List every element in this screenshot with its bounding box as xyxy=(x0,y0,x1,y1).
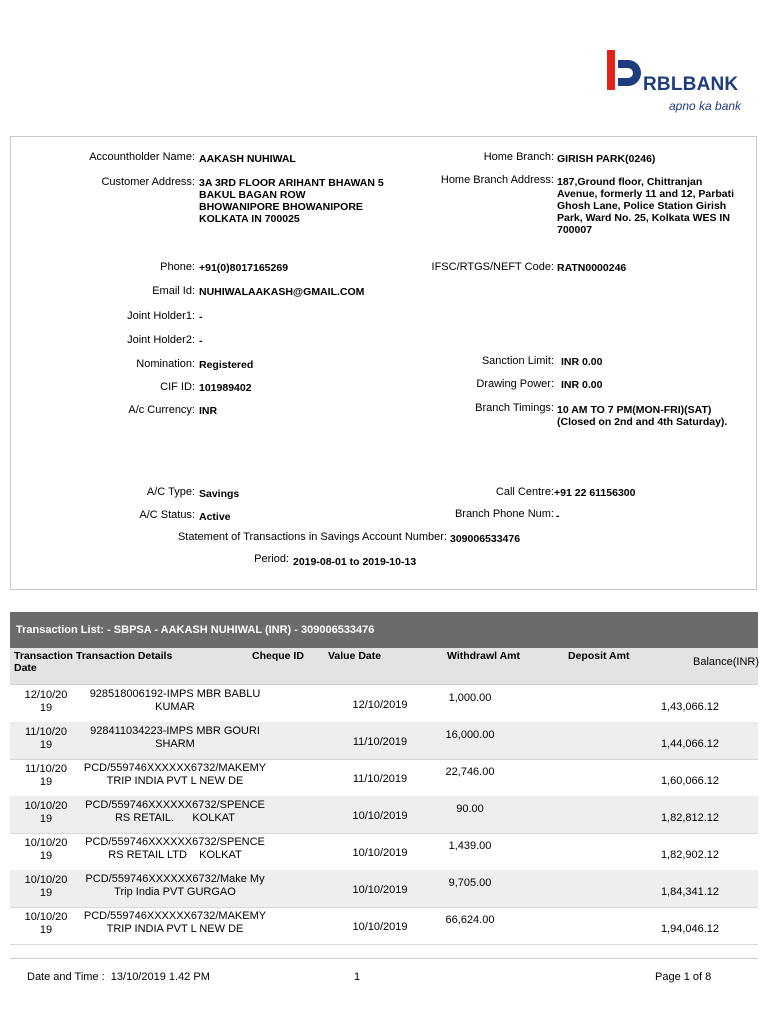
table-row xyxy=(10,870,758,908)
header-deposit: Deposit Amt xyxy=(568,650,630,662)
nomination-value: Registered xyxy=(199,359,254,371)
cell-value-date: 10/10/2019 xyxy=(352,884,408,896)
cell-date: 10/10/20 19 xyxy=(24,837,68,862)
table-row xyxy=(10,833,758,871)
cell-balance: 1,94,046.12 xyxy=(660,923,720,935)
cell-withdrawal: 66,624.00 xyxy=(445,914,495,926)
address-value: 3A 3RD FLOOR ARIHANT BHAWAN 5 BAKUL BAGAN ROW BHOWANIPORE BHOWANIPORE KOLKATA IN 700025 xyxy=(199,177,384,225)
holder-label: Accountholder Name: xyxy=(89,151,195,163)
cell-date: 11/10/20 19 xyxy=(24,726,67,751)
holder-value: AAKASH NUHIWAL xyxy=(199,153,296,165)
cell-withdrawal: 1,000.00 xyxy=(448,692,492,704)
call-centre-label: Call Centre: xyxy=(495,486,554,498)
call-centre-value: +91 22 61156300 xyxy=(554,487,636,499)
email-label: Email Id: xyxy=(152,285,195,297)
cell-balance: 1,44,066.12 xyxy=(660,738,720,750)
statement-label: Statement of Transactions in Savings Account Number: xyxy=(177,531,447,543)
cell-balance: 1,82,812.12 xyxy=(660,812,720,824)
cell-value-date: 11/10/2019 xyxy=(352,736,408,748)
statement-account-number: 309006533476 xyxy=(450,533,521,545)
cell-value-date: 12/10/2019 xyxy=(352,699,408,711)
nomination-label: Nomination: xyxy=(136,358,195,370)
joint-holder1-label: Joint Holder1: xyxy=(127,310,195,322)
branch-timings-value: 10 AM TO 7 PM(MON-FRI)(SAT) (Closed on 2nd and 4th Saturday). xyxy=(557,404,728,428)
currency-label: A/c Currency: xyxy=(128,404,195,416)
period-label: Period: xyxy=(254,553,289,565)
cell-withdrawal: 90.00 xyxy=(456,803,484,815)
ac-status-value: Active xyxy=(199,511,231,523)
cell-balance: 1,43,066.12 xyxy=(660,701,720,713)
header-cheque-id: Cheque ID xyxy=(252,650,304,662)
cell-details: 928518006192-IMPS MBR BABLU KUMAR xyxy=(89,688,261,713)
currency-value: INR xyxy=(199,405,218,417)
cell-details: PCD/559746XXXXXX6732/SPENCE RS RETAIL. KOLKAT xyxy=(85,799,265,824)
cell-date: 12/10/20 19 xyxy=(24,689,68,714)
cell-value-date: 10/10/2019 xyxy=(352,810,408,822)
ifsc-value: RATN0000246 xyxy=(557,262,627,274)
address-label: Customer Address: xyxy=(101,176,195,188)
header-withdrawal: Withdrawl Amt xyxy=(447,650,521,662)
phone-value: +91(0)8017165269 xyxy=(199,262,289,274)
cell-withdrawal: 9,705.00 xyxy=(448,877,492,889)
footer-page-of: Page 1 of 8 xyxy=(655,971,712,983)
joint-holder2-value: - xyxy=(199,335,203,347)
home-branch-label: Home Branch: xyxy=(483,151,554,163)
cell-details: 928411034223-IMPS MBR GOURI SHARM xyxy=(90,725,260,750)
ac-type-label: A/C Type: xyxy=(146,486,195,498)
cell-balance: 1,82,902.12 xyxy=(660,849,720,861)
cell-date: 10/10/20 19 xyxy=(24,874,68,899)
cell-details: PCD/559746XXXXXX6732/SPENCE RS RETAIL LTD KOLKAT xyxy=(85,836,265,861)
email-value: NUHIWALAAKASH@GMAIL.COM xyxy=(199,286,365,298)
home-branch-value: GIRISH PARK(0246) xyxy=(557,153,656,165)
cell-date: 10/10/20 19 xyxy=(24,911,68,936)
cell-date: 11/10/20 19 xyxy=(24,763,67,788)
cell-withdrawal: 22,746.00 xyxy=(445,766,495,778)
bank-tagline: apno ka bank xyxy=(669,99,742,113)
home-branch-address-value: 187,Ground floor, Chittranjan Avenue, formerly 11 and 12, Parbati Ghosh Lane, Police Station Girish Park, Ward No. 25, Kolkata WES IN 700007 xyxy=(557,176,735,236)
ifsc-label: IFSC/RTGS/NEFT Code: xyxy=(431,261,554,273)
cell-details: PCD/559746XXXXXX6732/MAKEMY TRIP INDIA PVT L NEW DE xyxy=(83,910,267,935)
ac-type-value: Savings xyxy=(199,488,240,500)
ac-status-label: A/C Status: xyxy=(139,509,195,521)
table-row xyxy=(10,685,758,723)
cell-value-date: 10/10/2019 xyxy=(352,847,408,859)
transaction-table-header xyxy=(10,648,758,685)
branch-timings-label: Branch Timings: xyxy=(475,402,554,414)
cell-balance: 1,60,066.12 xyxy=(660,775,720,787)
drawing-power-value: INR 0.00 xyxy=(561,379,603,391)
bank-name: RBLBANK xyxy=(643,74,739,95)
branch-phone-value: - xyxy=(556,510,560,522)
table-row xyxy=(10,796,758,834)
drawing-power-label: Drawing Power: xyxy=(476,378,554,390)
table-row xyxy=(10,759,758,797)
cif-label: CIF ID: xyxy=(160,381,195,393)
cif-value: 101989402 xyxy=(199,382,252,394)
cell-withdrawal: 16,000.00 xyxy=(445,729,495,741)
period-value: 2019-08-01 to 2019-10-13 xyxy=(293,556,417,568)
cell-withdrawal: 1,439.00 xyxy=(448,840,492,852)
joint-holder1-value: - xyxy=(199,311,203,323)
footer-datetime: Date and Time : 13/10/2019 1.42 PM xyxy=(27,971,210,983)
footer-divider xyxy=(10,958,758,959)
sanction-limit-value: INR 0.00 xyxy=(561,356,603,368)
branch-phone-label: Branch Phone Num: xyxy=(454,508,554,520)
transaction-list-title: Transaction List: - SBPSA - AAKASH NUHIWAL (INR) - 309006533476 xyxy=(10,612,758,648)
table-row xyxy=(10,907,758,945)
header-transaction-details: Transaction Details xyxy=(76,650,173,662)
cell-value-date: 11/10/2019 xyxy=(352,773,408,785)
footer-page-number: 1 xyxy=(354,971,361,983)
cell-details: PCD/559746XXXXXX6732/MAKEMY TRIP INDIA PVT L NEW DE xyxy=(83,762,267,787)
home-branch-address-label: Home Branch Address: xyxy=(440,174,554,186)
sanction-limit-label: Sanction Limit: xyxy=(481,355,554,367)
phone-label: Phone: xyxy=(160,261,195,273)
header-value-date: Value Date xyxy=(328,650,382,662)
joint-holder2-label: Joint Holder2: xyxy=(127,334,195,346)
cell-date: 10/10/20 19 xyxy=(24,800,68,825)
header-balance: Balance(INR) xyxy=(693,656,760,668)
header-transaction-date: Transaction Date xyxy=(14,650,73,674)
table-row xyxy=(10,722,758,760)
cell-value-date: 10/10/2019 xyxy=(352,921,408,933)
cell-balance: 1,84,341.12 xyxy=(660,886,720,898)
cell-details: PCD/559746XXXXXX6732/Make My Trip India PVT GURGAO xyxy=(85,873,265,898)
